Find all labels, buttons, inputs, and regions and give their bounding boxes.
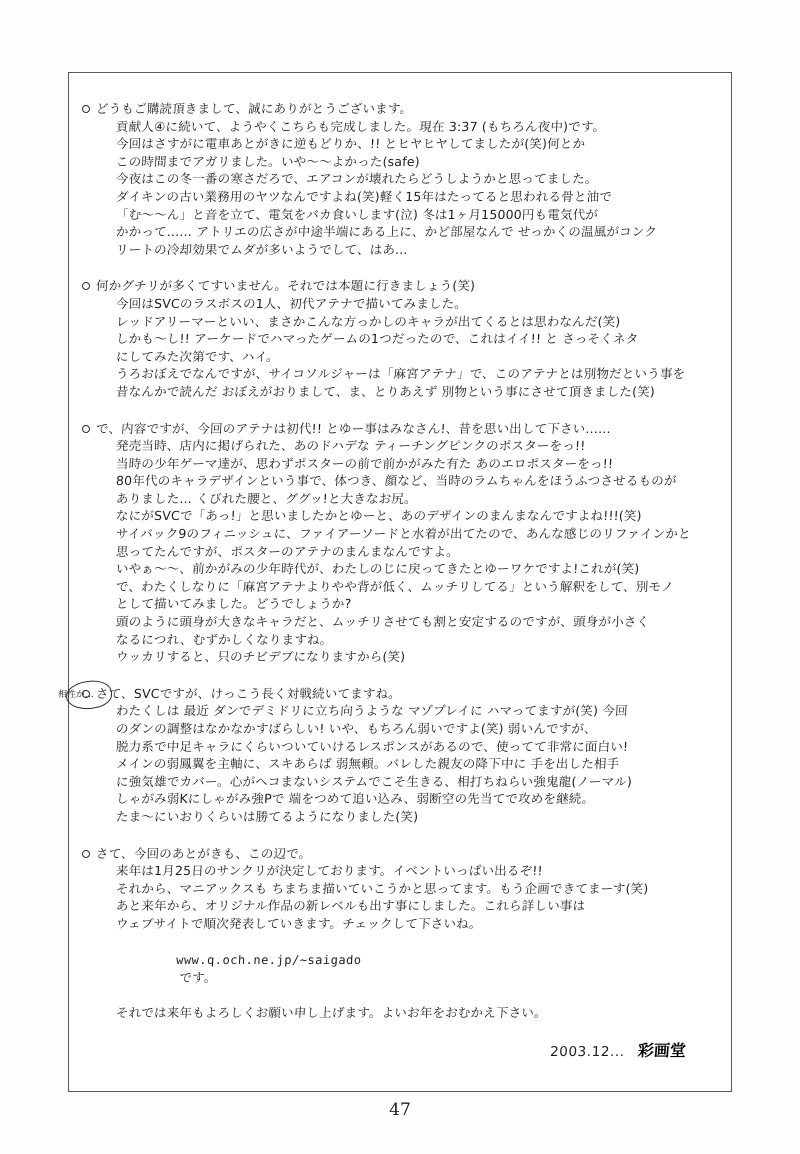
url-suffix-text: です。	[174, 969, 217, 985]
text-line: あと来年から、オリジナル作品の新レベルも出す事にしました。これら詳しい事は	[115, 898, 586, 914]
text-line: それから、マニアックスも ちまちま描いていこうかと思ってます。もう企画できてまーす(笑)	[115, 880, 649, 896]
text-line: 今回はSVCのラスボスの1人、初代アテナで描いてみました。	[115, 295, 468, 311]
text-line: で、わたくしなりに「麻宮アテナよりやや背が低く、ムッチリしてる」という解釈をして、別モノ	[115, 578, 675, 594]
text-line: なにがSVCで「あっ!」と思いましたかとゆーと、あのデザインのまんまなんですよね!!!(笑)	[115, 508, 643, 524]
text-line: いやぁ～～、前かがみの少年時代が、わたしのじに戻ってきたとゆーワケですよ!これが(笑)	[115, 561, 640, 577]
text-line: わたくしは 最近 ダンでデミドリに立ち向うような マゾプレイに ハマってますが(笑) 今回	[115, 703, 629, 719]
section-intro-topic	[96, 277, 716, 400]
text-line: にしてみた次第です、ハイ。	[115, 348, 280, 364]
text-line: しかも～し!! アーケードでハマったゲームの1つだったので、これはイイ!! と さっそくネタ	[115, 331, 639, 347]
text-line: さて、今回のあとがきも、この辺で。	[95, 845, 312, 861]
section-content-talk	[96, 420, 716, 666]
signature-date: 2003.12...	[549, 1043, 626, 1060]
page-number: 47	[389, 1100, 411, 1120]
margin-annotation: 相性が…	[57, 689, 95, 700]
text-line: 昔なんかで読んだ おぼえがおりまして、ま、とりあえず 別物という事にさせて頂きました(笑)	[115, 383, 656, 399]
text-line: 貢献人④に続いて、ようやくこちらも完成しました。現在 3:37 (もちろん夜中)です。	[115, 118, 606, 134]
handwritten-afterword	[57, 100, 716, 1060]
text-line: 脱力系で中足キャラにくらいついていけるレスポンスがあるので、使ってて非常に面白い!	[115, 738, 629, 754]
text-line: しゃがみ弱Kにしゃがみ強Pで 端をつめて追い込み、弱断空の先当てで攻めを継続。	[115, 791, 595, 807]
text-line: うろおぼえでなんですが、サイコソルジャーは「麻宮アテナ」で、このアテナとは別物だという事を	[115, 366, 686, 382]
text-line: 何かグチリが多くてすいません。それでは本題に行きましょう(笑)	[95, 278, 476, 294]
text-line: レッドアリーマーといい、まさかこんな方っかしのキャラが出てくるとは思わなんだ(笑)	[115, 313, 621, 329]
text-line: リートの冷却効果でムダが多いようでして、はあ…	[115, 241, 409, 257]
signature-name: 彩画堂	[637, 1040, 687, 1060]
bullet-icon	[82, 850, 90, 858]
text-line: なるにつれ、むずかしくなりますね。	[115, 631, 333, 647]
text-line: 来年は1月25日のサンクリが決定しております。イベントいっぱい出るぞ!!	[115, 863, 544, 879]
text-line: 80年代のキャラデザインという事で、体つき、顔など、当時のラムちゃんをほうふつさせるものが	[115, 473, 678, 489]
website-url[interactable]: www.q.och.ne.jp/~saigado	[175, 952, 362, 967]
bullet-icon	[82, 105, 90, 113]
text-line: ウッカリすると、只のチビデブになりますから(笑)	[115, 649, 406, 665]
text-line: 思ってたんですが、ポスターのアテナのまんまなんですよ。	[115, 543, 460, 559]
text-line: たま～にいおりくらいは勝てるようになりました(笑)	[115, 808, 419, 824]
text-line: ありました… くびれた腰と、ググッ!と大きなお尻。	[115, 490, 418, 506]
section-svc-talk	[57, 685, 716, 826]
text-line: 発売当時、店内に掲げられた、あのドハデな ティーチングピンクのポスターをっ!!	[115, 438, 586, 454]
text-line: ダイキンの古い業務用のヤツなんですよね(笑)軽く15年はたってると思われる骨と油で	[115, 188, 613, 204]
text-line: メインの弱鳳翼を主軸に、スキあらば 弱無頼。バレした親友の降下中に 手を出した相手	[115, 756, 620, 772]
text-line: この時間までアガリました。いや～～よかった(safe)	[115, 153, 421, 169]
section-greeting	[96, 100, 716, 258]
text-line: かかって…… アトリエの広さが中途半端にある上に、かど部屋なんで せっかくの温風がコンク	[115, 224, 658, 240]
text-line: それでは来年もよろしくお願い申し上げます。よいお年をおむかえ下さい。	[115, 1004, 548, 1020]
text-line: どうもご購読頂きまして、誠にありがとうございます。	[95, 101, 413, 116]
text-line: 頭のように頭身が大きなキャラだと、ムッチリさせても割と安定するのですが、頭身が小さく	[115, 614, 650, 630]
section-closing	[96, 845, 716, 1022]
text-line: 今回はさすがに電車あとがきに逆もどりか、!! とヒヤヒヤしてましたが(笑)何とか	[115, 136, 586, 152]
text-line: のダンの調整はなかなかすばらしい! いや、もちろん弱いですよ(笑) 弱いんですが、	[115, 721, 598, 736]
text-line: として描いてみました。どうでしょうか?	[115, 596, 352, 612]
text-line: サイバック9のフィニッシュに、ファイアーソードと水着が出てたので、あんな感じのリファインかと	[115, 526, 692, 542]
text-line: ウェブサイトで順次発表していきます。チェックして下さいね。	[115, 915, 482, 931]
text-line: 当時の少年ゲーマ達が、思わずポスターの前で前かがみた有た あのエロポスターをっ!!	[115, 455, 614, 471]
text-line: さて、SVCですが、けっこう長く対戦続いてますね。	[95, 685, 402, 701]
text-line: 「む～～ん」と音を立て、電気をバカ食いします(泣) 冬は1ヶ月15000円も電気代が	[115, 206, 599, 222]
text-line: で、内容ですが、今回のアテナは初代!! とゆー事はみなさん!、昔を思い出して下さい……	[95, 420, 612, 436]
signature-block	[96, 1038, 716, 1062]
bullet-icon	[82, 425, 90, 433]
text-line: 今夜はこの冬一番の寒さだろで、エアコンが壊れたらどうしようかと思ってました。	[115, 171, 599, 187]
text-line: に強気雄でカバー。心がヘコまないシステムでこそ生きる、相打ちねらい強鬼龍(ノーマル)	[115, 773, 633, 789]
